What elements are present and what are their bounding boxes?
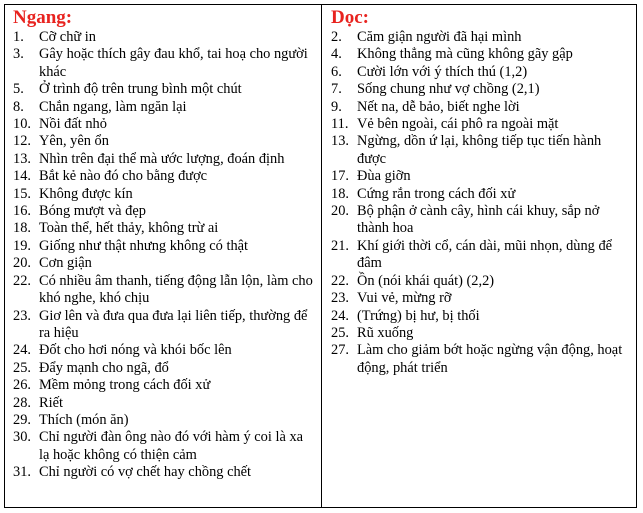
clue-item [13,238,321,255]
clue-item [13,151,321,168]
clue-number: 5. [13,81,24,98]
across-column [5,5,322,507]
clue-item [13,395,321,412]
clue-item [331,168,636,185]
clue-item [331,290,636,307]
clue-text: Đốt cho hơi nóng và khói bốc lên [39,342,232,359]
clue-number: 11. [331,116,349,133]
clue-text: Chắn ngang, làm ngăn lại [39,98,187,115]
clue-item [331,308,636,325]
clue-number: 2. [331,29,342,45]
clue-number: 25. [13,359,31,376]
clue-item [13,203,321,220]
clue-item [331,238,636,273]
clue-text: Chỉ người đàn ông nào đó với hàm ý coi là xa lạ hoặc không có thiện cảm [39,429,304,463]
clue-number: 23. [13,307,31,324]
clue-number: 23. [331,290,349,307]
clue-item [13,220,321,237]
clue-number: 10. [13,116,31,133]
clue-text: Giống như thật nhưng không có thật [39,237,249,254]
clue-item [331,203,636,238]
clue-item [13,186,321,203]
clue-text: Có nhiều âm thanh, tiếng động lẫn lộn, làm cho khó nghe, khó chịu [39,272,313,307]
clue-number: 17. [331,168,349,185]
clue-item [331,81,636,98]
clue-number: 20. [13,255,31,272]
clue-number: 8. [13,98,24,115]
clue-number: 15. [13,185,31,202]
clue-text: Thích (món ăn) [39,411,129,428]
clue-number: 1. [13,29,24,45]
clue-item [13,255,321,272]
clue-number: 3. [13,46,24,63]
clue-text: Làm cho giảm bớt hoặc ngừng vận động, hoạt động, phát triển [357,342,623,376]
across-heading: Ngang: [13,7,73,28]
clue-number: 4. [331,46,342,63]
clue-text: Ồn (nói khái quát) (2,2) [357,272,495,289]
clue-number: 19. [13,237,31,254]
clue-number: 22. [331,272,349,289]
clue-item [331,46,636,63]
clue-item [331,29,636,46]
clue-item [13,133,321,150]
clue-number: 22. [13,272,31,289]
clue-number: 13. [13,150,31,167]
clue-text: Cỡ chữ in [39,29,96,45]
clue-text: Ở trình độ trên trung bình một chút [39,81,242,98]
clue-item [13,99,321,116]
clue-text: Đẩy mạnh cho ngã, đổ [39,359,169,376]
clue-text: Nhìn trên đại thể mà ước lượng, đoán định [39,150,285,167]
clue-text: Không thẳng mà cũng không gãy gập [357,46,573,63]
clue-item [13,81,321,98]
down-clue-list [331,29,636,377]
clue-text: Cứng rắn trong cách đối xử [357,185,516,202]
clue-item [331,273,636,290]
clue-text: Nồi đất nhỏ [39,116,107,133]
clue-text: Không được kín [39,185,133,202]
clue-number: 21. [331,237,349,254]
clue-number: 18. [13,220,31,237]
clue-number: 12. [13,133,31,150]
clue-text: Căm giận người đã hại mình [357,29,522,45]
clue-text: Bóng mượt và đẹp [39,203,146,220]
clue-item [13,46,321,81]
down-column [322,5,636,507]
clue-number: 27. [331,342,349,359]
clue-item [13,429,321,464]
clue-text: Đùa giỡn [357,168,411,185]
clue-number: 25. [331,324,349,341]
clue-item [13,360,321,377]
clue-item [331,342,636,377]
clue-item [13,29,321,46]
clue-text: Sống chung như vợ chồng (2,1) [357,81,540,98]
clue-number: 20. [331,203,349,220]
clue-text: Khí giới thời cổ, cán dài, mũi nhọn, dùng để đâm [357,237,613,272]
clue-number: 9. [331,98,342,115]
clue-text: Rũ xuống [357,324,414,341]
clue-text: Giơ lên và đưa qua đưa lại liên tiếp, thường để ra hiệu [39,307,308,341]
clue-number: 16. [13,203,31,220]
clue-text: Ngừng, dồn ứ lại, không tiếp tục tiến hành được [357,133,602,167]
clue-number: 31. [13,464,31,481]
clue-number: 29. [13,411,31,428]
clue-text: Cơn giận [39,255,92,272]
clue-text: Bộ phận ở cành cây, hình cái khuy, sắp nở thành hoa [357,203,600,237]
clue-item [331,133,636,168]
clue-text: Gây hoặc thích gây đau khổ, tai hoạ cho người khác [39,46,308,80]
clue-text: (Trứng) bị hư, bị thối [357,307,480,324]
clue-text: Riết [39,394,63,411]
clue-text: Yên, yên ổn [39,133,109,150]
clue-number: 7. [331,81,342,98]
clue-item [13,308,321,343]
clue-number: 30. [13,429,31,446]
down-heading: Dọc: [331,7,369,28]
clue-item [331,116,636,133]
clue-text: Cười lớn với ý thích thú (1,2) [357,63,528,80]
clue-number: 28. [13,394,31,411]
clue-item [13,168,321,185]
clue-number: 24. [13,342,31,359]
clue-text: Chỉ người có vợ chết hay chồng chết [39,464,252,481]
clue-item [13,412,321,429]
clue-text: Nết na, dễ bảo, biết nghe lời [357,98,520,115]
clue-item [13,464,321,481]
clue-number: 26. [13,377,31,394]
clue-number: 14. [13,168,31,185]
clue-number: 24. [331,307,349,324]
clue-item [13,273,321,308]
clue-item [13,116,321,133]
crossword-clues-table [4,4,637,508]
clue-text: Vui vẻ, mừng rỡ [357,290,452,307]
clue-item [331,186,636,203]
clue-text: Mềm mỏng trong cách đối xử [39,377,211,394]
clue-item [331,99,636,116]
clue-number: 6. [331,63,342,80]
clue-text: Toàn thể, hết thảy, không trừ ai [39,220,219,237]
clue-item [13,342,321,359]
clue-text: Vẻ bên ngoài, cái phô ra ngoài mặt [357,116,559,133]
clue-item [331,325,636,342]
clue-item [331,64,636,81]
clue-number: 18. [331,185,349,202]
across-clue-list [13,29,321,482]
clue-text: Bắt kẻ nào đó cho bằng được [39,168,208,185]
clue-item [13,377,321,394]
clue-number: 13. [331,133,349,150]
